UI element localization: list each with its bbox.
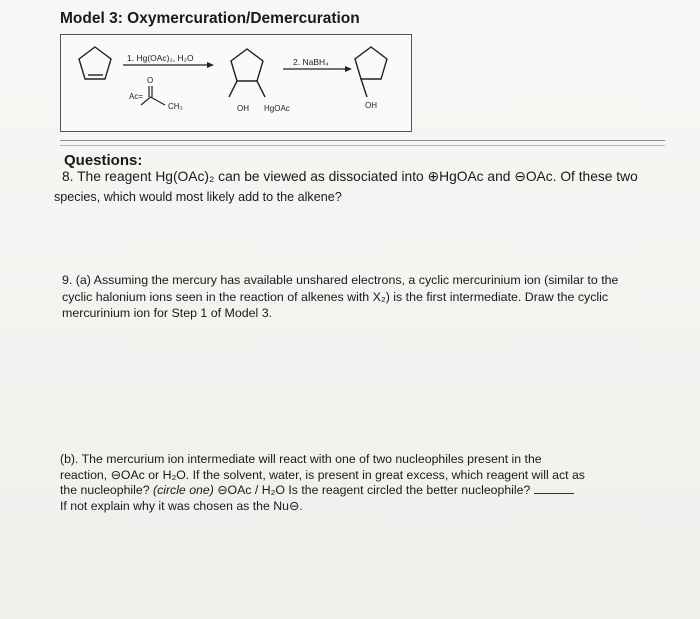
question-8 [54,166,662,208]
question-9b [60,452,670,514]
product-structure [355,47,387,97]
question-9a-line-3: mercurinium ion for Step 1 of Model 3. [62,306,273,320]
section-divider-2 [60,145,665,146]
reaction-arrow-1-head [207,62,214,68]
question-9b-line-3a: the nucleophile? [60,483,153,497]
question-9b-line-3 [60,483,670,499]
reaction-scheme-box [60,34,412,132]
question-9b-line-4: If not explain why it was chosen as the Nu⊖. [60,498,303,513]
acetyl-structure [129,76,183,111]
product-oh-label: OH [365,101,377,110]
intermediate-oh-label: OH [237,104,249,113]
circle-one-instruction: (circle one) [152,483,214,497]
question-9a-line-2: cyclic halonium ions seen in the reaction of alkenes with X₂) is the first intermediate. Draw the cyclic [62,289,609,304]
intermediate-structure [229,49,265,97]
question-9b-line-3c: ⊖OAc / H₂O Is the reagent circled the better nucleophile? [213,483,531,497]
ch3-label: CH₃ [168,102,183,111]
question-9b-line-2: reaction, ⊖OAc or H₂O. If the solvent, water, is present in great excess, which reagent will act as [60,467,585,482]
questions-header: Questions: [64,152,143,169]
intermediate-hgoac-label: HgOAc [264,104,290,113]
question-8-line-1: 8. The reagent Hg(OAc)₂ can be viewed as dissociated into ⊕HgOAc and ⊖OAc. Of these two [62,169,638,184]
carbonyl-o-label: O [147,76,154,85]
question-9a-line-1: 9. (a) Assuming the mercury has available unshared electrons, a cyclic mercurinium ion (similar to the [62,273,619,287]
cyclopentene-structure [79,47,111,79]
step2-reagent-label: 2. NaBH₄ [293,57,329,67]
step1-reagent-label: 1. Hg(OAc)₂, H₂O [127,53,194,63]
question-8-line-2: species, which would most likely add to the alkene? [54,190,342,204]
answer-blank[interactable] [534,483,574,494]
question-9b-line-1: (b). The mercurium ion intermediate will react with one of two nucleophiles present in the [60,452,542,466]
ac-label: Ac= [129,92,144,101]
reaction-arrow-2-head [345,66,352,72]
page-title: Model 3: Oxymercuration/Demercuration [60,10,360,27]
section-divider [60,140,665,141]
reaction-scheme-drawing [61,35,411,131]
question-9a [62,272,672,322]
